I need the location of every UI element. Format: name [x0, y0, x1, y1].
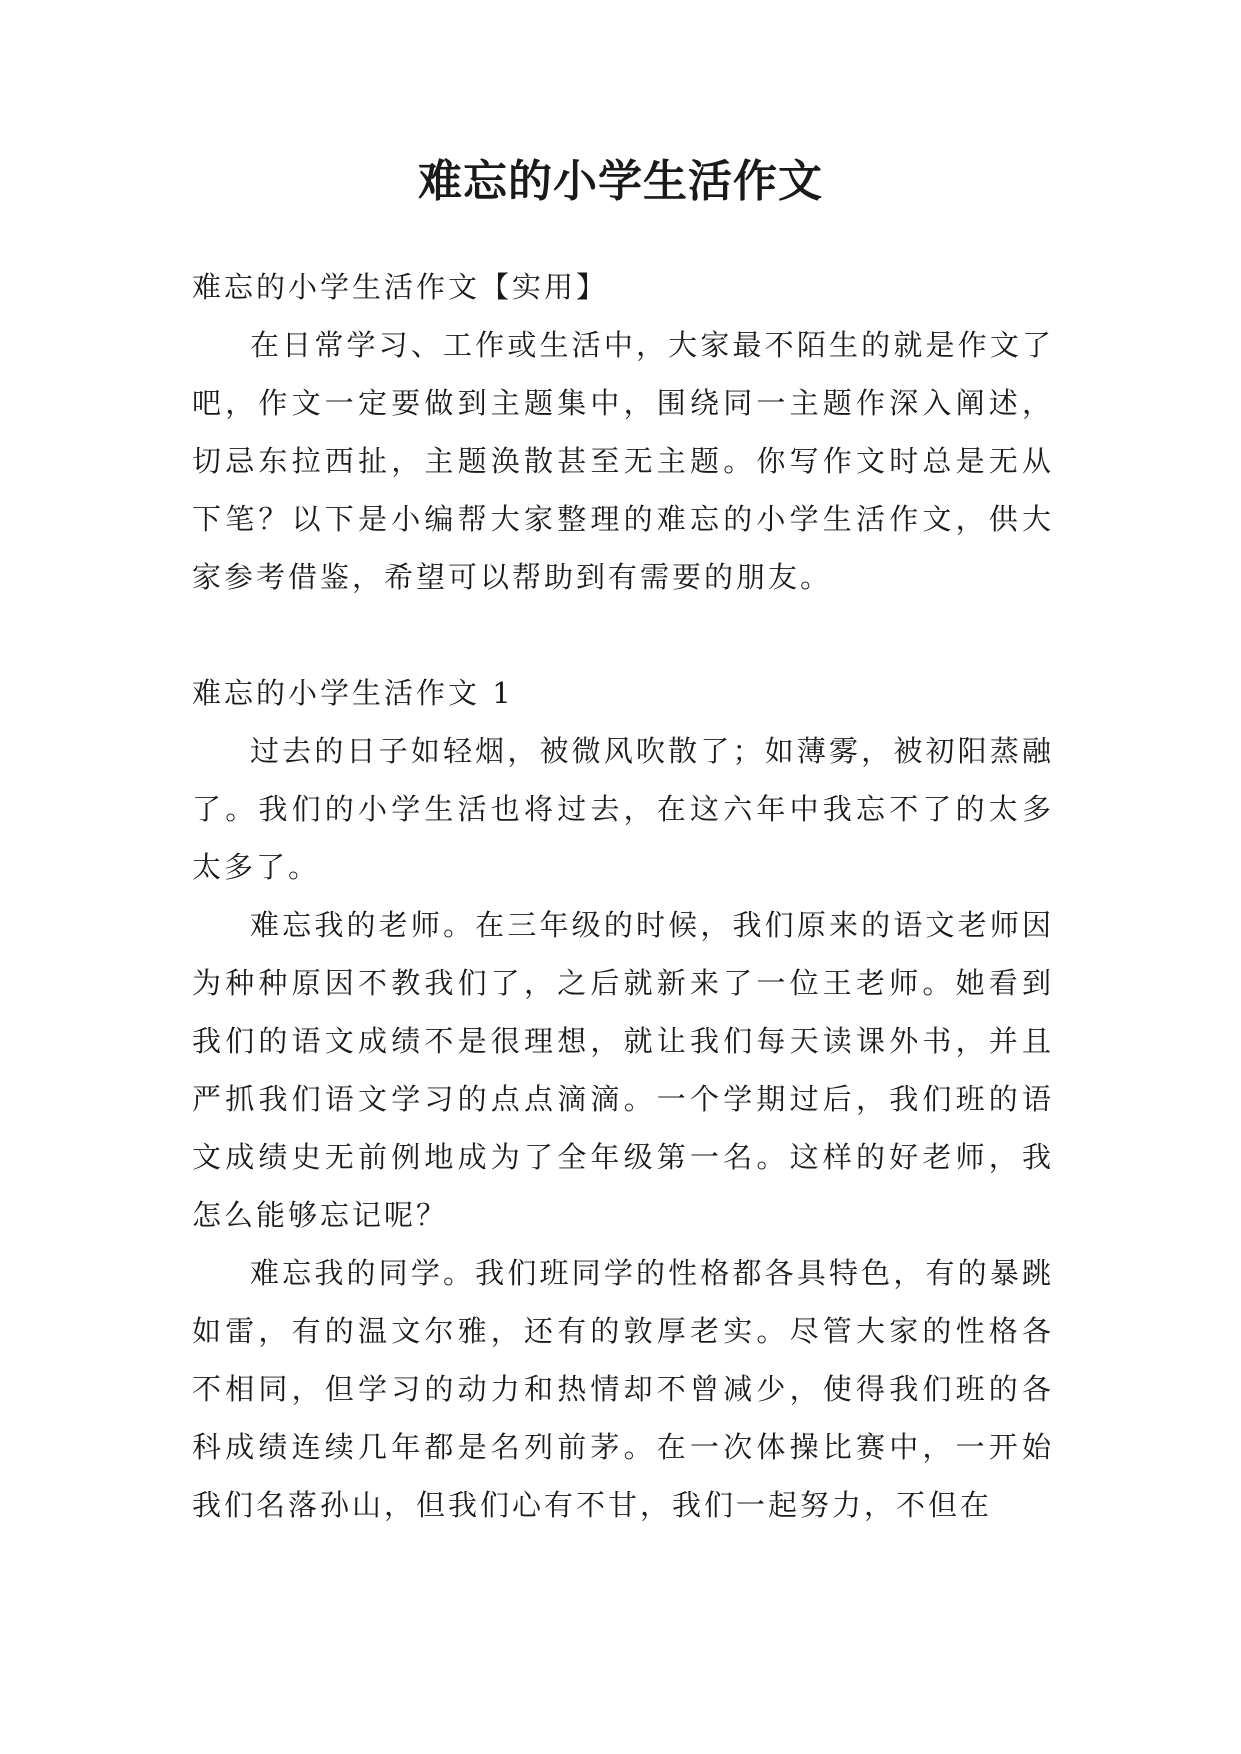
section-heading: 难忘的小学生活作文 1 — [192, 676, 514, 710]
section-gap — [192, 606, 1054, 664]
body-paragraph-3: 难忘我的同学。我们班同学的性格都各具特色，有的暴跳如雷，有的温文尔雅，还有的敦厚老实。尽管大家的性格各不相同，但学习的动力和热情却不曾减少，使得我们班的各科成绩连续几年都是名列前茅。在一次体操比赛中，一开始我们名落孙山，但我们心有不甘，我们一起努力，不但在 — [192, 1256, 1054, 1522]
body-paragraph-1: 过去的日子如轻烟，被微风吹散了；如薄雾，被初阳蒸融了。我们的小学生活也将过去，在这六年中我忘不了的太多太多了。 — [192, 734, 1054, 884]
body-paragraph-2: 难忘我的老师。在三年级的时候，我们原来的语文老师因为种种原因不教我们了，之后就新来了一位王老师。她看到我们的语文成绩不是很理想，就让我们每天读课外书，并且严抓我们语文学习的点点滴滴。一个学期过后，我们班的语文成绩史无前例地成为了全年级第一名。这样的好老师，我怎么能够忘记呢？ — [192, 908, 1054, 1232]
document-body — [192, 258, 1054, 1534]
intro-paragraph: 在日常学习、工作或生活中，大家最不陌生的就是作文了吧，作文一定要做到主题集中，围绕同一主题作深入阐述，切忌东拉西扯，主题涣散甚至无主题。你写作文时总是无从下笔？以下是小编帮大家整理的难忘的小学生活作文，供大家参考借鉴，希望可以帮助到有需要的朋友。 — [192, 328, 1054, 594]
document-title: 难忘的小学生活作文 — [418, 156, 823, 207]
document-subtitle: 难忘的小学生活作文【实用】 — [192, 270, 609, 304]
